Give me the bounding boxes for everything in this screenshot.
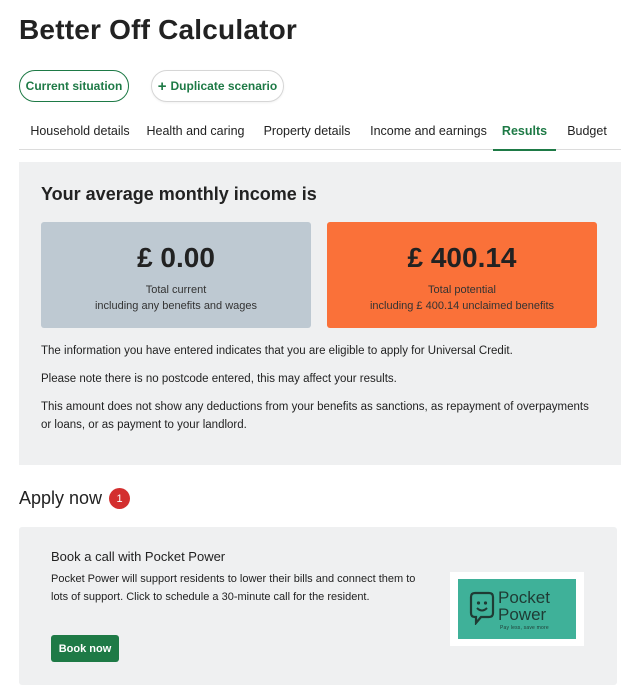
current-situation-label: Current situation <box>25 79 123 93</box>
logo-tile <box>458 579 576 639</box>
duplicate-scenario-button[interactable] <box>151 70 284 102</box>
results-heading: Your average monthly income is <box>41 184 317 204</box>
current-income-card <box>41 222 311 328</box>
service-title: Book a call with Pocket Power <box>51 549 226 564</box>
potential-income-label: Total potential <box>428 284 496 296</box>
pocket-power-mark-icon <box>469 591 495 625</box>
potential-income-card <box>327 222 597 328</box>
tab-property-details[interactable]: Property details <box>263 124 351 138</box>
current-situation-button[interactable] <box>19 70 129 102</box>
logo-wordmark: Pocket Power <box>498 588 550 624</box>
tab-bar <box>19 112 621 150</box>
current-income-amount: £ 0.00 <box>137 242 215 273</box>
book-now-label: Book now <box>58 642 112 655</box>
plus-icon: + <box>157 77 167 95</box>
tab-health-and-caring[interactable]: Health and caring <box>146 124 245 138</box>
tab-results[interactable]: Results <box>493 112 556 150</box>
apply-now-heading <box>19 488 130 509</box>
potential-income-amount: £ 400.14 <box>407 242 517 273</box>
potential-income-subtext: including £ 400.14 unclaimed benefits <box>369 300 555 312</box>
eligibility-note: The information you have entered indicates that you are eligible to apply for Universal Credit. <box>41 345 513 357</box>
current-income-label: Total current <box>145 284 207 296</box>
page-title: Better Off Calculator <box>19 14 298 45</box>
deductions-note: This amount does not show any deductions from your benefits as sanctions, as repayment of overpayments or loans, or as payment to your landlord. <box>41 401 589 431</box>
tab-income-and-earnings[interactable]: Income and earnings <box>370 124 487 138</box>
book-now-button[interactable] <box>51 635 119 662</box>
tab-household-details[interactable]: Household details <box>30 124 130 138</box>
pocket-power-logo <box>450 572 584 646</box>
tab-budget[interactable]: Budget <box>567 124 607 138</box>
apply-count-badge: 1 <box>109 488 130 509</box>
apply-now-title: Apply now <box>19 488 103 508</box>
duplicate-scenario-label: Duplicate scenario <box>170 79 278 93</box>
results-panel <box>19 162 621 465</box>
postcode-note: Please note there is no postcode entered, this may affect your results. <box>41 373 397 385</box>
current-income-subtext: including any benefits and wages <box>94 300 258 312</box>
pocket-power-card <box>19 527 617 685</box>
logo-tagline: Pay less, save more <box>500 625 549 631</box>
service-description: Pocket Power will support residents to lower their bills and connect them to lots of support. Click to schedule a 30-minute call for the resident. <box>51 573 416 603</box>
results-notes <box>41 342 601 444</box>
